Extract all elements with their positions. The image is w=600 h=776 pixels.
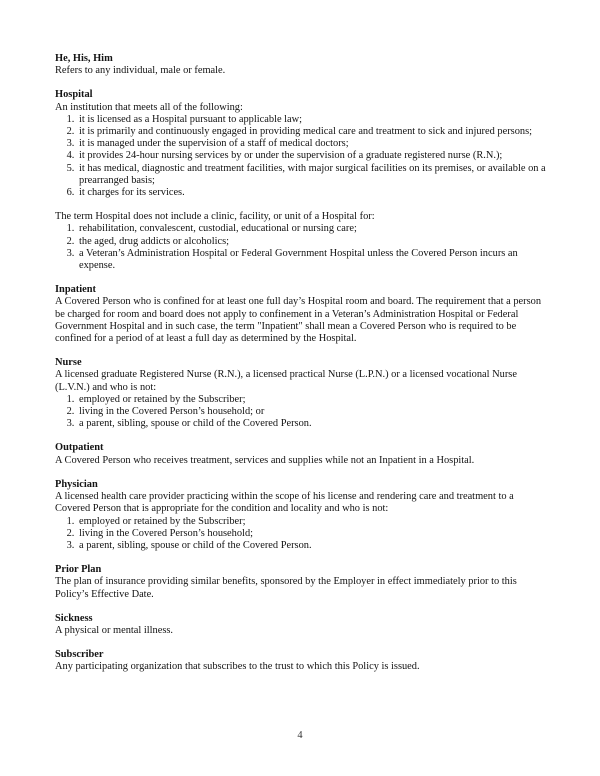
list-item: 1. employed or retained by the Subscriber; [77,516,547,528]
numbered-list [55,223,547,272]
paragraph: A licensed health care provider practicing within the scope of his license and rendering care and treatment to a Covered Person that is appropriate for the condition and locality and who is not: [55,491,514,515]
list-item: 5. it has medical, diagnostic and treatment facilities, with major surgical facilities on its premises, or available on a prearranged basis; [77,163,547,187]
section-sickness [55,613,547,637]
list-item: 3. a parent, sibling, spouse or child of the Covered Person. [77,540,547,552]
section-heading: Inpatient [55,284,96,296]
section-nurse [55,357,547,430]
list-item: 4. it provides 24-hour nursing services by or under the supervision of a graduate registered nurse (R.N.); [77,150,547,162]
list-item: 6. it charges for its services. [77,187,547,199]
paragraph: A licensed graduate Registered Nurse (R.N.), a licensed practical Nurse (L.P.N.) or a licensed vocational Nurse (L.V.N.) and who is not: [55,369,517,393]
section-physician [55,479,547,552]
list-item: 3. a Veteran’s Administration Hospital or Federal Government Hospital unless the Covered Person incurs an expense. [77,248,547,272]
paragraph: Any participating organization that subscribes to the trust to which this Policy is issued. [55,661,420,673]
section-outpatient [55,442,547,466]
section-heading: He, His, Him [55,53,113,64]
paragraph: An institution that meets all of the following: [55,101,243,113]
section-heading: Sickness [55,612,93,624]
paragraph: The term Hospital does not include a clinic, facility, or unit of a Hospital for: [55,211,375,223]
list-item: 1. it is licensed as a Hospital pursuant to applicable law; [77,114,547,126]
paragraph: A Covered Person who receives treatment, services and supplies while not an Inpatient in a Hospital. [55,454,475,466]
list-item: 3. a parent, sibling, spouse or child of the Covered Person. [77,418,547,430]
section-hospital [55,89,547,272]
list-item: 2. it is primarily and continuously engaged in providing medical care and treatment to sick and injured persons; [77,126,547,138]
paragraph: Refers to any individual, male or female. [55,65,226,77]
numbered-list [55,114,547,199]
section-heading: Physician [55,478,98,490]
section-heading: Outpatient [55,442,104,454]
section-heading: Prior Plan [55,564,102,576]
numbered-list [55,516,547,553]
page-number: 4 [297,729,303,741]
paragraph: A Covered Person who is confined for at least one full day’s Hospital room and board. The requirement that a person be charged for room and board does not apply to confinement in a Veteran’s Administration Hospital or Federal Government Hospital and in such case, the term "Inpatient" shall mean a Covered Person who is required to be confined for a period of at least a full day as determined by the Hospital. [55,296,542,345]
paragraph: The plan of insurance providing similar benefits, sponsored by the Employer in effect immediately prior to this Policy’s Effective Date. [55,576,517,600]
list-item: 2. living in the Covered Person’s household; [77,528,547,540]
section-heading: Nurse [55,357,82,369]
section-subscriber [55,649,547,673]
section-he-his-him [55,53,547,77]
numbered-list [55,394,547,431]
section-heading: Hospital [55,89,93,101]
document-content [55,53,547,686]
list-item: 1. employed or retained by the Subscriber; [77,394,547,406]
section-prior-plan [55,564,547,601]
paragraph: A physical or mental illness. [55,624,174,636]
list-item: 2. living in the Covered Person’s household; or [77,406,547,418]
section-inpatient [55,284,547,345]
section-heading: Subscriber [55,649,104,661]
list-item: 2. the aged, drug addicts or alcoholics; [77,236,547,248]
list-item: 3. it is managed under the supervision of a staff of medical doctors; [77,138,547,150]
list-item: 1. rehabilitation, convalescent, custodial, educational or nursing care; [77,223,547,235]
